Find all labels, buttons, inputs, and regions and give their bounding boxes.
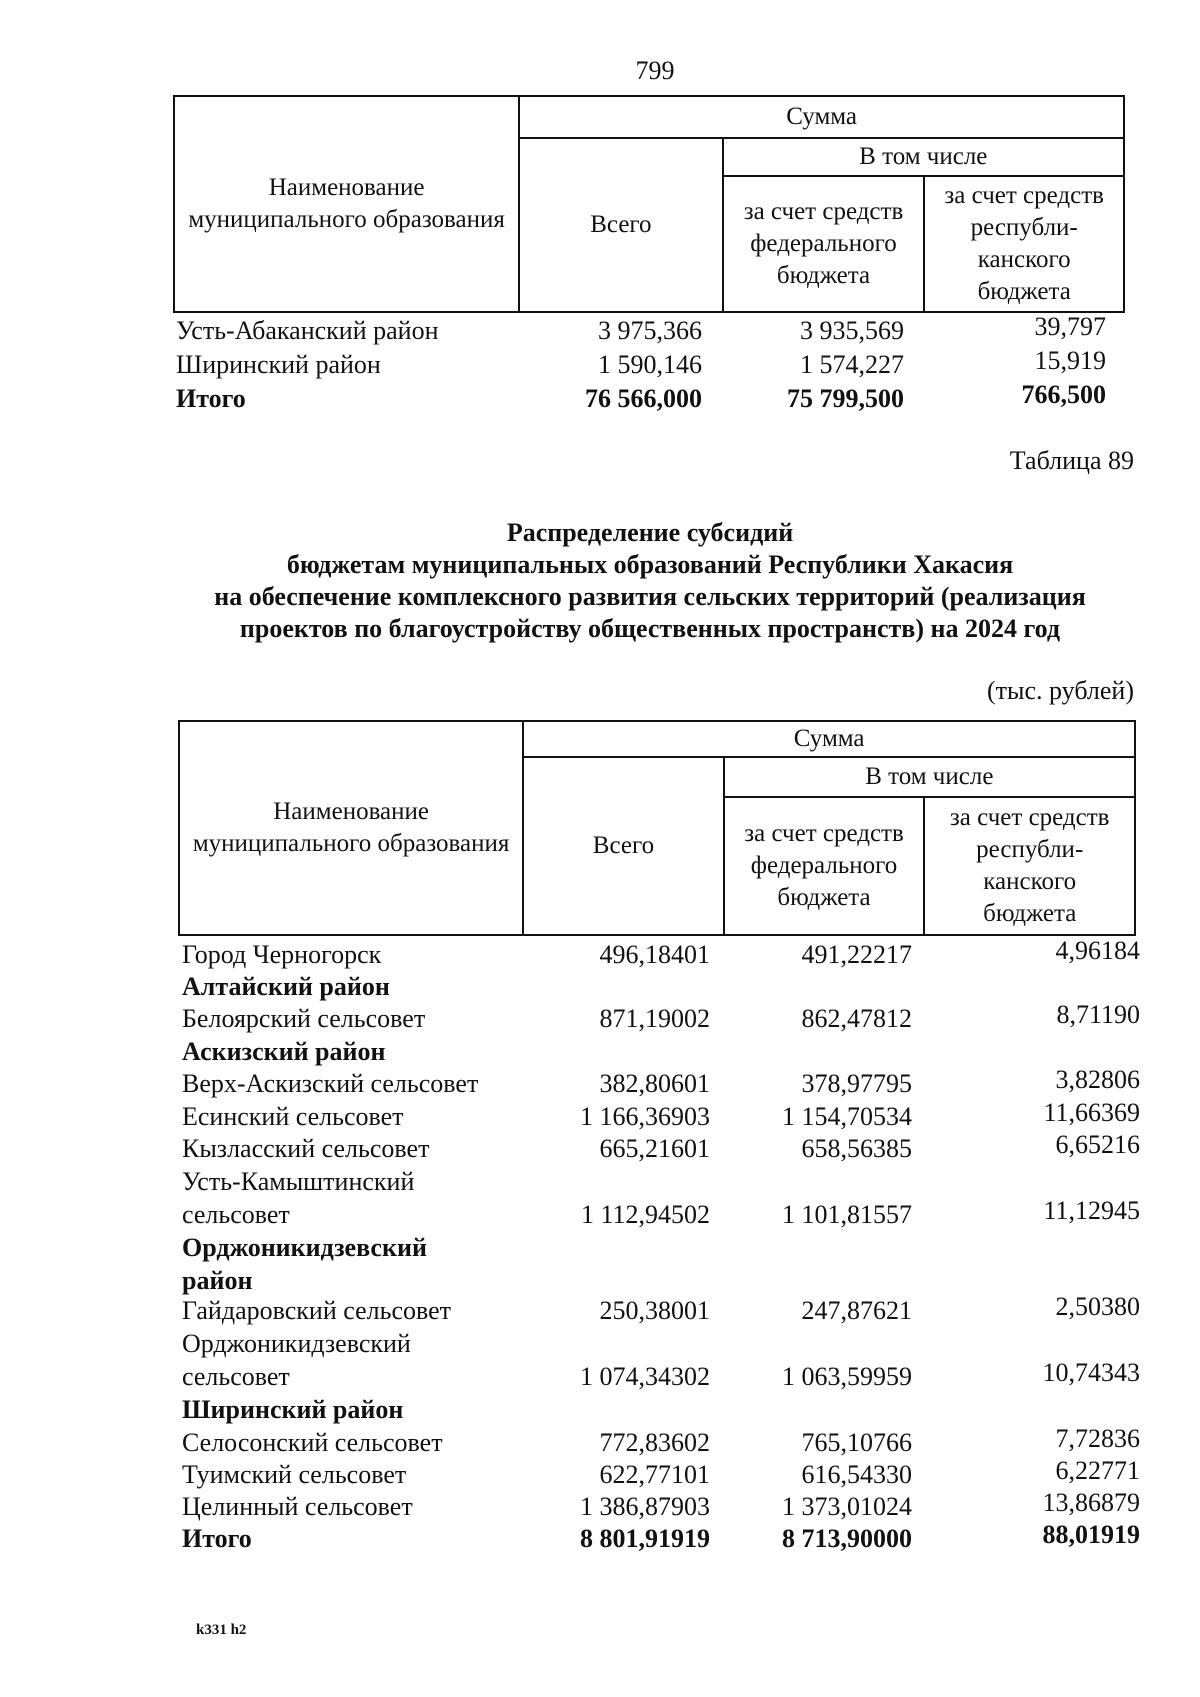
- header-including: В том числе: [724, 757, 1135, 797]
- cell-republic: 13,86879: [1042, 1488, 1140, 1517]
- cell-total: 250,38001: [599, 1296, 710, 1325]
- table-row: [176, 312, 1128, 350]
- table-row: [182, 1329, 1140, 1391]
- cell-republic: 8,71190: [1056, 1000, 1140, 1029]
- cell-federal: 765,10766: [801, 1428, 912, 1457]
- table-title: Распределение субсидий бюджетам муниципальных образований Республики Хакасия на обеспечение комплексного развития сельских территорий (реализация проектов по благоустройству общественных пространств) на 2024 год: [214, 518, 1086, 643]
- cell-republic: 2,50380: [1055, 1292, 1140, 1321]
- cell-total: 665,21601: [599, 1134, 710, 1163]
- cell-republic: 6,65216: [1055, 1130, 1140, 1159]
- cell-federal: 1 063,59959: [782, 1362, 912, 1391]
- row-name: Итого: [182, 1524, 252, 1553]
- units-label: (тыс. рублей): [986, 676, 1134, 705]
- cell-federal: 862,47812: [801, 1004, 912, 1033]
- row-name: Селосонский сельсовет: [182, 1428, 443, 1457]
- header-republic: за счет средств республи- канского бюджета: [924, 797, 1135, 935]
- cell-total: 1 166,36903: [580, 1102, 710, 1131]
- table-row: [182, 1000, 1140, 1038]
- header-republic: за счет средств республи- канского бюджета: [924, 176, 1124, 312]
- row-name: Орджоникидзевский: [182, 1233, 427, 1262]
- cell-total: 871,19002: [599, 1004, 710, 1033]
- row-name: Туимский сельсовет: [182, 1460, 407, 1489]
- table-row: [182, 1037, 1140, 1071]
- row-name: Город Черногорск: [182, 940, 382, 969]
- cell-total: 76 566,000: [585, 384, 702, 413]
- footer-code: k331 h2: [196, 1622, 247, 1638]
- table-row: [182, 1098, 1140, 1136]
- row-name-continued: сельсовет: [182, 1200, 290, 1229]
- cell-federal: 75 799,500: [787, 384, 904, 413]
- table-row: [182, 1233, 1140, 1295]
- table-89-header: [178, 720, 1136, 936]
- table-label: Таблица 89: [1009, 446, 1134, 475]
- cell-federal: 247,87621: [801, 1296, 912, 1325]
- cell-federal: 1 101,81557: [782, 1200, 912, 1229]
- row-name-continued: район: [182, 1266, 253, 1295]
- cell-total: 3 975,366: [598, 316, 702, 345]
- row-name: Кызласский сельсовет: [182, 1134, 430, 1163]
- cell-republic: 6,22771: [1055, 1456, 1140, 1485]
- row-name: Алтайский район: [182, 972, 390, 1001]
- header-name-column: Наименование муниципального образования: [174, 96, 519, 312]
- cell-republic: 766,500: [1021, 380, 1106, 409]
- table-row: [182, 1065, 1140, 1103]
- cell-republic: 7,72836: [1055, 1424, 1140, 1453]
- table-row: [182, 1292, 1140, 1330]
- cell-federal: 658,56385: [801, 1134, 912, 1163]
- header-including: В том числе: [723, 138, 1124, 176]
- table-88-header: [173, 95, 1125, 313]
- cell-federal: 8 713,90000: [782, 1524, 912, 1553]
- header-sum: Сумма: [519, 96, 1124, 138]
- row-name: Целинный сельсовет: [182, 1492, 413, 1521]
- row-name: Усть-Абаканский район: [176, 316, 439, 345]
- cell-total: 1 074,34302: [580, 1362, 710, 1391]
- table-row: [176, 380, 1128, 418]
- cell-republic: 4,96184: [1055, 936, 1140, 965]
- cell-total: 1 386,87903: [580, 1492, 710, 1521]
- row-name: Белоярский сельсовет: [182, 1004, 426, 1033]
- cell-federal: 1 574,227: [800, 350, 904, 379]
- cell-federal: 1 373,01024: [782, 1492, 912, 1521]
- header-sum: Сумма: [523, 721, 1135, 757]
- row-name: Ширинский район: [182, 1395, 404, 1424]
- cell-total: 8 801,91919: [580, 1524, 710, 1553]
- cell-republic: 15,919: [1034, 346, 1106, 375]
- header-total: Всего: [523, 757, 723, 935]
- row-name: Ширинский район: [176, 350, 381, 379]
- row-name: Верх-Аскизский сельсовет: [182, 1069, 479, 1098]
- row-name: Гайдаровский сельсовет: [182, 1296, 452, 1325]
- cell-republic: 88,01919: [1042, 1520, 1140, 1549]
- table-row: [182, 1488, 1140, 1526]
- row-name: Орджоникидзевский: [182, 1329, 411, 1358]
- header-total: Всего: [519, 138, 722, 312]
- cell-total: 382,80601: [599, 1069, 710, 1098]
- table-row: [176, 346, 1128, 384]
- table-row: [182, 1424, 1140, 1462]
- header-federal: за счет средств федерального бюджета: [723, 176, 925, 312]
- cell-federal: 378,97795: [801, 1069, 912, 1098]
- cell-republic: 3,82806: [1055, 1065, 1140, 1094]
- cell-republic: 10,74343: [1042, 1358, 1140, 1387]
- cell-federal: 491,22217: [801, 940, 912, 969]
- cell-federal: 1 154,70534: [782, 1102, 912, 1131]
- cell-total: 1 112,94502: [580, 1200, 710, 1229]
- cell-federal: 616,54330: [801, 1460, 912, 1489]
- cell-total: 772,83602: [599, 1428, 710, 1457]
- cell-republic: 39,797: [1034, 312, 1106, 341]
- table-row: [182, 1167, 1140, 1229]
- cell-republic: 11,12945: [1043, 1196, 1140, 1225]
- table-row: [182, 1520, 1140, 1558]
- table-row: [182, 972, 1140, 1006]
- cell-federal: 3 935,569: [800, 316, 904, 345]
- table-row: [182, 1456, 1140, 1494]
- cell-republic: 11,66369: [1043, 1098, 1140, 1127]
- cell-total: 496,18401: [599, 940, 710, 969]
- table-row: [182, 936, 1140, 974]
- page-number: 799: [635, 56, 675, 85]
- table-row: [182, 1130, 1140, 1168]
- row-name: Аскизский район: [182, 1037, 386, 1066]
- row-name: Есинский сельсовет: [182, 1102, 404, 1131]
- cell-total: 622,77101: [599, 1460, 710, 1489]
- header-federal: за счет средств федерального бюджета: [724, 797, 925, 935]
- header-name-column: Наименование муниципального образования: [179, 721, 523, 935]
- table-row: [182, 1395, 1140, 1429]
- row-name: Усть-Камыштинский: [182, 1167, 415, 1196]
- row-name: Итого: [176, 384, 246, 413]
- cell-total: 1 590,146: [598, 350, 702, 379]
- row-name-continued: сельсовет: [182, 1362, 290, 1391]
